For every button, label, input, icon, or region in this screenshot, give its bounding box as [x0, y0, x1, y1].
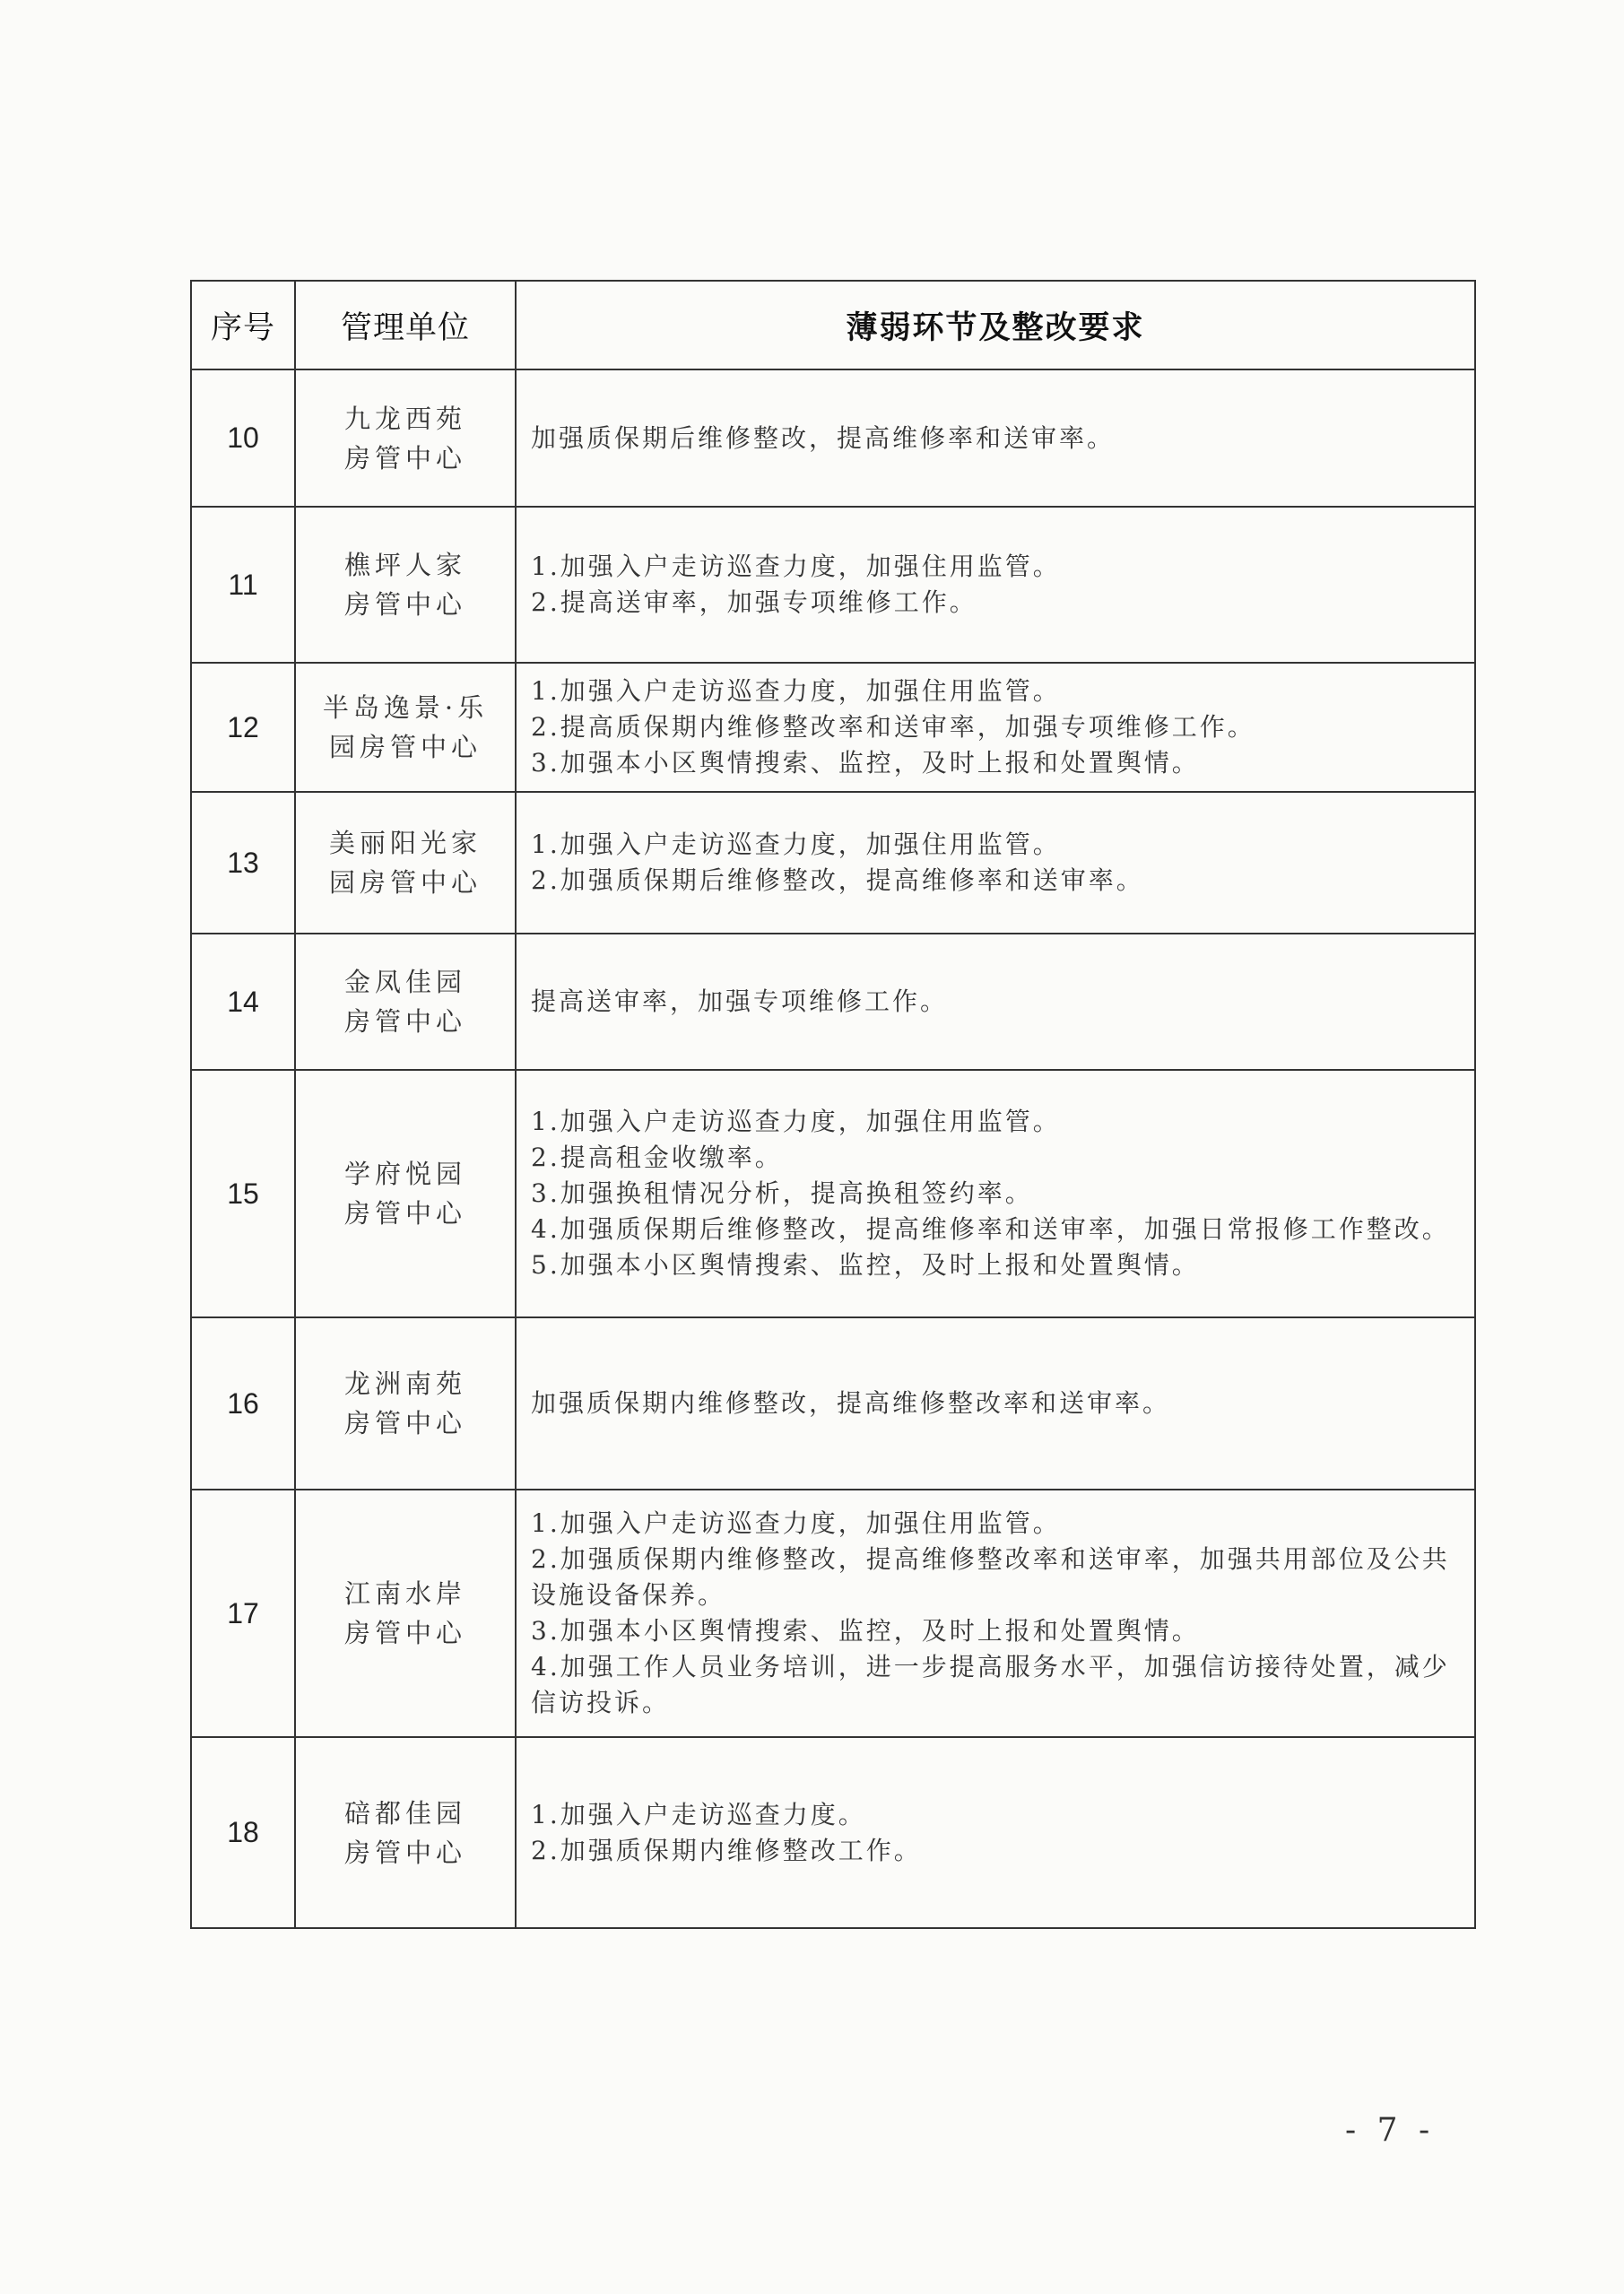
requirement-item: 2.提高租金收缴率。 — [531, 1143, 783, 1172]
rectification-table — [190, 280, 1476, 1929]
requirement-item: 3.加强换租情况分析，提高换租签约率。 — [531, 1178, 1033, 1208]
row-number: 12 — [191, 663, 295, 792]
requirement-item: 提高送审率，加强专项维修工作。 — [531, 986, 949, 1016]
requirement-item: 2.加强质保期后维修整改，提高维修率和送审率。 — [531, 865, 1144, 895]
unit-line: 江南水岸 — [343, 1578, 466, 1609]
row-number: 11 — [191, 507, 295, 663]
management-unit — [295, 507, 516, 663]
table-row — [191, 507, 1475, 663]
header-unit: 管理单位 — [295, 281, 516, 369]
unit-line: 半岛逸景·乐 — [322, 692, 489, 723]
requirement-item: 2.加强质保期内维修整改，提高维修整改率和送审率，加强共用部位及公共设施设备保养。 — [531, 1544, 1450, 1610]
management-unit — [295, 369, 516, 507]
table-row — [191, 1737, 1475, 1928]
unit-line: 房管中心 — [343, 1618, 466, 1648]
row-number: 18 — [191, 1737, 295, 1928]
table-row — [191, 663, 1475, 792]
requirement-item: 1.加强入户走访巡查力度，加强住用监管。 — [531, 676, 1061, 706]
table-row — [191, 934, 1475, 1070]
requirement-item: 1.加强入户走访巡查力度，加强住用监管。 — [531, 552, 1061, 581]
row-number: 17 — [191, 1490, 295, 1737]
table-row — [191, 792, 1475, 934]
unit-line: 龙洲南苑 — [343, 1369, 466, 1399]
requirements-cell — [516, 1490, 1475, 1737]
requirements-cell — [516, 1070, 1475, 1317]
management-unit — [295, 663, 516, 792]
requirements-cell — [516, 792, 1475, 934]
table-body — [191, 369, 1475, 1928]
requirements-cell — [516, 1317, 1475, 1490]
unit-line: 房管中心 — [343, 1198, 466, 1229]
requirement-item: 2.提高质保期内维修整改率和送审率，加强专项维修工作。 — [531, 712, 1255, 742]
unit-line: 房管中心 — [343, 589, 466, 620]
row-number: 14 — [191, 934, 295, 1070]
requirement-item: 2.提高送审率，加强专项维修工作。 — [531, 587, 977, 617]
requirements-cell — [516, 1737, 1475, 1928]
requirements-cell — [516, 507, 1475, 663]
management-unit — [295, 1490, 516, 1737]
table-row — [191, 369, 1475, 507]
requirement-item: 加强质保期内维修整改，提高维修整改率和送审率。 — [531, 1388, 1171, 1418]
unit-line: 金凤佳园 — [343, 967, 466, 997]
requirement-item: 1.加强入户走访巡查力度，加强住用监管。 — [531, 830, 1061, 859]
table-header-row — [191, 281, 1475, 369]
unit-line: 房管中心 — [343, 1408, 466, 1438]
header-requirements: 薄弱环节及整改要求 — [516, 281, 1475, 369]
management-unit — [295, 1317, 516, 1490]
management-unit — [295, 1737, 516, 1928]
requirement-item: 加强质保期后维修整改，提高维修率和送审率。 — [531, 422, 1116, 453]
unit-line: 九龙西苑 — [343, 403, 466, 434]
table-row — [191, 1317, 1475, 1490]
unit-line: 学府悦园 — [343, 1159, 466, 1189]
requirement-item: 1.加强入户走访巡查力度，加强住用监管。 — [531, 1508, 1061, 1538]
page-number: - 7 - — [1345, 2112, 1436, 2149]
requirement-item: 3.加强本小区舆情搜索、监控，及时上报和处置舆情。 — [531, 1616, 1200, 1646]
requirement-item: 1.加强入户走访巡查力度。 — [531, 1799, 866, 1829]
header-no: 序号 — [191, 281, 295, 369]
management-unit — [295, 934, 516, 1070]
row-number: 15 — [191, 1070, 295, 1317]
unit-line: 房管中心 — [343, 1837, 466, 1868]
requirement-item: 1.加强入户走访巡查力度，加强住用监管。 — [531, 1107, 1061, 1136]
row-number: 16 — [191, 1317, 295, 1490]
unit-line: 园房管中心 — [328, 867, 482, 898]
requirements-cell — [516, 934, 1475, 1070]
table-row — [191, 1490, 1475, 1737]
management-unit — [295, 1070, 516, 1317]
requirement-item: 4.加强工作人员业务培训，进一步提高服务水平，加强信访接待处置，减少信访投诉。 — [531, 1652, 1450, 1717]
table-row — [191, 1070, 1475, 1317]
management-unit — [295, 792, 516, 934]
unit-line: 美丽阳光家 — [328, 828, 482, 858]
unit-line: 樵坪人家 — [343, 550, 466, 580]
requirement-item: 3.加强本小区舆情搜索、监控，及时上报和处置舆情。 — [531, 748, 1200, 778]
requirement-item: 5.加强本小区舆情搜索、监控，及时上报和处置舆情。 — [531, 1250, 1200, 1280]
row-number: 13 — [191, 792, 295, 934]
unit-line: 碚都佳园 — [343, 1797, 466, 1829]
row-number: 10 — [191, 369, 295, 507]
requirement-item: 2.加强质保期内维修整改工作。 — [531, 1835, 922, 1865]
requirements-cell — [516, 663, 1475, 792]
unit-line: 房管中心 — [343, 442, 466, 474]
requirement-item: 4.加强质保期后维修整改，提高维修率和送审率，加强日常报修工作整改。 — [531, 1214, 1450, 1244]
unit-line: 园房管中心 — [328, 732, 482, 762]
requirements-cell — [516, 369, 1475, 507]
unit-line: 房管中心 — [343, 1006, 466, 1037]
